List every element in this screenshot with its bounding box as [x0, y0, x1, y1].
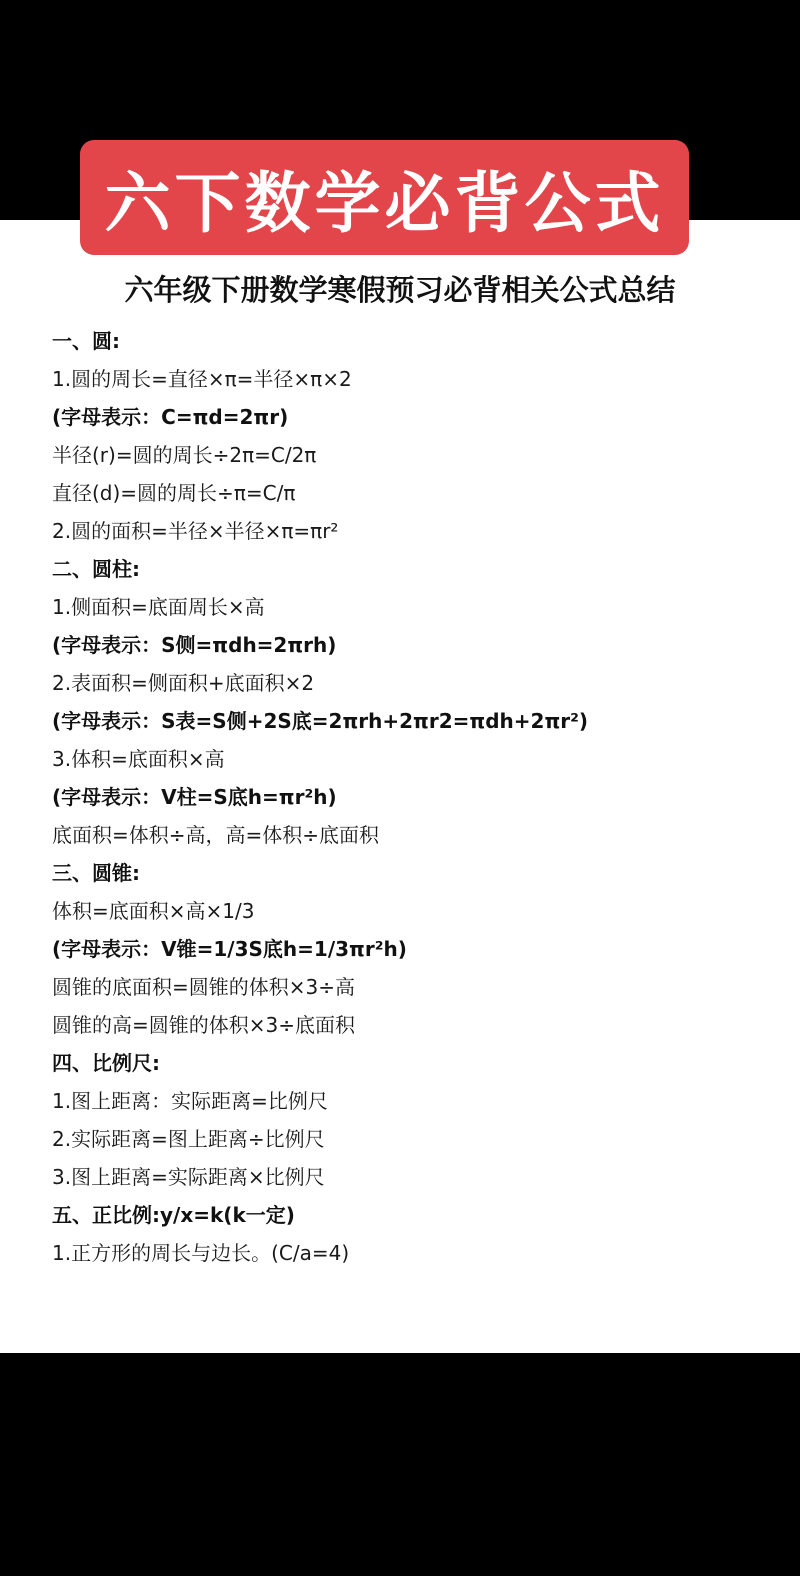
formula-line: 2.表面积=侧面积+底面积×2: [52, 671, 315, 695]
formula-list: [52, 322, 792, 1272]
formula-line: (字母表示：S表=S侧+2S底=2πrh+2πr2=πdh+2πr²): [52, 709, 589, 733]
formula-line: 圆锥的底面积=圆锥的体积×3÷高: [52, 975, 355, 999]
formula-line: 2.实际距离=图上距离÷比例尺: [52, 1127, 325, 1151]
section-heading-circle: 一、圆:: [52, 329, 120, 353]
formula-line: 1.侧面积=底面周长×高: [52, 595, 265, 619]
section-heading-scale: 四、比例尺:: [52, 1051, 160, 1075]
title-banner: [80, 140, 689, 255]
banner-title: 六下数学必背公式: [104, 165, 665, 242]
formula-line: 1.图上距离：实际距离=比例尺: [52, 1089, 328, 1113]
formula-line: 半径(r)=圆的周长÷2π=C/2π: [52, 443, 317, 467]
formula-line: 3.图上距离=实际距离×比例尺: [52, 1165, 325, 1189]
formula-line: 2.圆的面积=半径×半径×π=πr²: [52, 519, 339, 543]
formula-line: (字母表示：C=πd=2πr): [52, 405, 289, 429]
formula-line: (字母表示：S侧=πdh=2πrh): [52, 633, 337, 657]
section-heading-cylinder: 二、圆柱:: [52, 557, 140, 581]
section-heading-proportion: 五、正比例:y/x=k(k一定): [52, 1203, 295, 1227]
formula-line: 3.体积=底面积×高: [52, 747, 225, 771]
bottom-black-bar: [0, 1353, 800, 1576]
formula-line: 1.圆的周长=直径×π=半径×π×2: [52, 367, 352, 391]
formula-line: 1.正方形的周长与边长。(C/a=4): [52, 1241, 350, 1265]
formula-line: 圆锥的高=圆锥的体积×3÷底面积: [52, 1013, 355, 1037]
formula-line: 体积=底面积×高×1/3: [52, 899, 255, 923]
formula-line: 直径(d)=圆的周长÷π=C/π: [52, 481, 296, 505]
formula-line: (字母表示：V锥=1/3S底h=1/3πr²h): [52, 937, 407, 961]
page-subtitle: 六年级下册数学寒假预习必背相关公式总结: [124, 273, 676, 307]
formula-line: 底面积=体积÷高，高=体积÷底面积: [52, 823, 380, 847]
formula-line: (字母表示：V柱=S底h=πr²h): [52, 785, 337, 809]
section-heading-cone: 三、圆锥:: [52, 861, 140, 885]
